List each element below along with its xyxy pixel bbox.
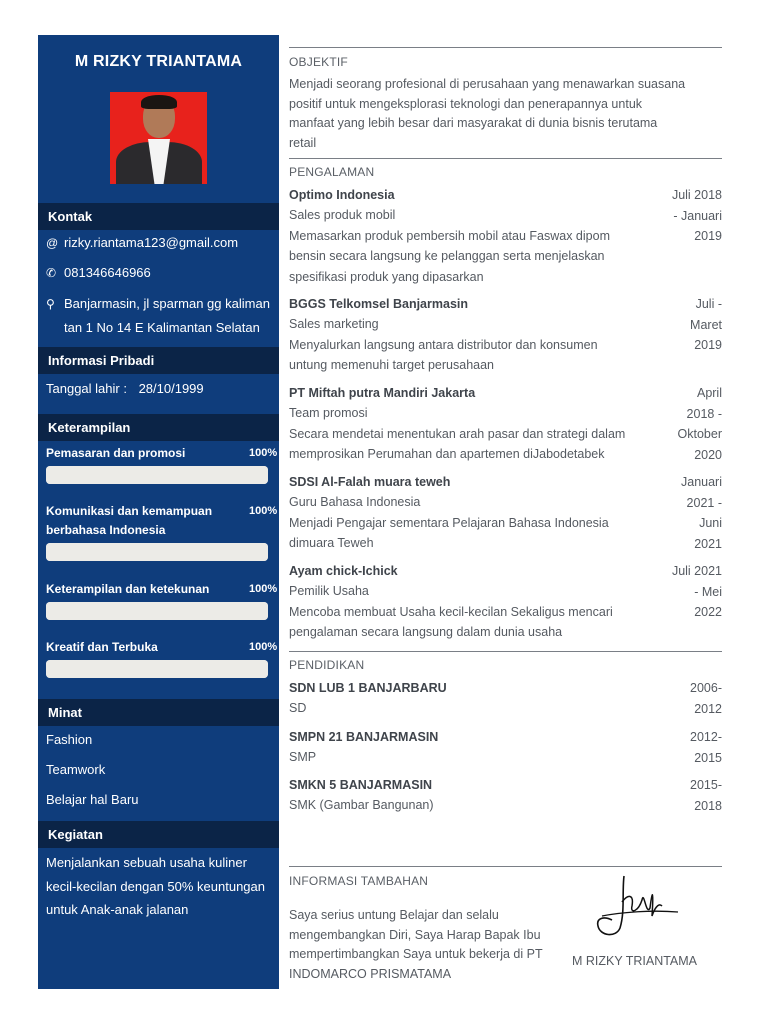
education-school: SDN LUB 1 BANJARBARU xyxy=(289,681,447,695)
skill-bar-fill xyxy=(46,660,268,678)
activities-text xyxy=(46,851,279,922)
skill-label: Keterampilan dan ketekunan xyxy=(46,582,210,596)
experience-date xyxy=(652,383,722,465)
address-line-2: tan 1 No 14 E Kalimantan Selatan xyxy=(64,320,260,335)
activities-heading: Kegiatan xyxy=(38,821,279,848)
experience-org: PT Miftah putra Mandiri Jakarta xyxy=(289,386,476,400)
experience-date xyxy=(652,472,722,554)
skill-label: Kreatif dan Terbuka xyxy=(46,640,158,654)
experience-org: BGGS Telkomsel Banjarmasin xyxy=(289,297,468,311)
education-level: SMP xyxy=(289,750,317,764)
date-line: Maret xyxy=(690,317,722,332)
date-line: 2019 xyxy=(694,338,722,352)
additional-line: Saya serius untung Belajar dan selalu xyxy=(289,908,499,922)
experience-entry xyxy=(289,561,722,643)
experience-entry xyxy=(289,185,722,285)
experience-date xyxy=(652,185,722,247)
education-entry xyxy=(289,775,722,819)
experience-org: Ayam chick-Ichick xyxy=(289,564,398,578)
experience-date xyxy=(652,294,722,356)
experience-desc: Menyalurkan langsung antara distributor dan konsumen xyxy=(289,337,598,352)
date-line: Juni xyxy=(699,516,722,530)
birth-label: Tanggal lahir : xyxy=(46,381,127,396)
skill-percent: 100% xyxy=(249,641,278,653)
date-line: 2021 - xyxy=(686,495,722,510)
experience-role: Pemilik Usaha xyxy=(289,584,369,598)
location-pin-icon: ⚲ xyxy=(46,297,55,311)
skill-bar-fill xyxy=(46,602,268,620)
objective-line: retail xyxy=(289,135,317,150)
skill-bar-fill xyxy=(46,543,268,561)
date-line: 2018 - xyxy=(686,406,722,421)
activities-line: untuk Anak-anak jalanan xyxy=(46,902,189,917)
experience-entry xyxy=(289,472,722,554)
experience-desc: Mencoba membuat Usaha kecil-kecilan Sekaligus mencari xyxy=(289,604,613,619)
experience-desc: bensin secara langsung ke pelanggan serta menjelaskan xyxy=(289,249,605,263)
experience-role: Team promosi xyxy=(289,406,368,420)
objective-heading: OBJEKTIF xyxy=(289,55,348,69)
additional-heading: INFORMASI TAMBAHAN xyxy=(289,874,429,888)
education-entry xyxy=(289,727,722,771)
objective-text xyxy=(289,75,721,153)
education-entry xyxy=(289,678,722,722)
skills-heading: Keterampilan xyxy=(38,414,279,441)
interest-item: Teamwork xyxy=(46,762,106,777)
main-content xyxy=(289,0,722,1024)
experience-desc: Menjadi Pengajar sementara Pelajaran Bahasa Indonesia xyxy=(289,515,609,530)
interest-item: Fashion xyxy=(46,732,93,747)
education-school: SMKN 5 BANJARMASIN xyxy=(289,778,433,792)
skill-bar xyxy=(46,660,268,678)
experience-desc: memprosikan Perumahan dan apartemen diJabodetabek xyxy=(289,447,605,461)
skill-percent: 100% xyxy=(249,505,278,517)
education-date xyxy=(652,727,722,768)
experience-desc: pengalaman secara langsung dalam dunia usaha xyxy=(289,625,563,639)
additional-line: mengembangkan Diri, Saya Harap Bapak Ibu xyxy=(289,927,541,942)
date-line: 2006- xyxy=(690,681,722,695)
contact-heading: Kontak xyxy=(38,203,279,230)
skill-bar xyxy=(46,602,268,620)
date-line: 2022 xyxy=(694,605,722,619)
experience-role: Sales marketing xyxy=(289,317,379,331)
additional-text xyxy=(289,906,579,984)
date-line: 2012 xyxy=(694,701,722,716)
skill-label: Komunikasi dan kemampuan berbahasa Indonesia xyxy=(46,504,213,537)
skill-bar xyxy=(46,466,268,484)
birth-date-row xyxy=(46,378,279,400)
date-line: Juli - xyxy=(695,297,722,311)
date-line: 2015- xyxy=(690,778,722,792)
interests-heading: Minat xyxy=(38,699,279,726)
experience-desc: dimuara Teweh xyxy=(289,536,374,550)
phone-text: 081346646966 xyxy=(64,265,151,280)
education-heading: PENDIDIKAN xyxy=(289,658,365,672)
skill-percent: 100% xyxy=(249,583,278,595)
experience-role: Guru Bahasa Indonesia xyxy=(289,495,421,509)
section-divider xyxy=(289,651,722,652)
handwritten-signature xyxy=(592,872,682,942)
experience-entry xyxy=(289,294,722,374)
education-date xyxy=(652,775,722,816)
education-level: SD xyxy=(289,701,307,715)
experience-desc: Memasarkan produk pembersih mobil atau Faswax dipom xyxy=(289,228,610,243)
additional-line: mempertimbangkan Saya untuk bekerja di PT xyxy=(289,947,543,961)
additional-line: INDOMARCO PRISMATAMA xyxy=(289,966,452,981)
email-text: rizky.riantama123@gmail.com xyxy=(64,235,239,250)
date-line: - Januari xyxy=(673,208,722,223)
objective-line: manfaat yang lebih besar dari masyarakat di dunia bisnis terutama xyxy=(289,116,658,130)
experience-desc: untung memenuhi target perusahaan xyxy=(289,358,495,372)
objective-line: Menjadi seorang profesional di perusahaan yang menawarkan suasana xyxy=(289,77,686,91)
section-divider xyxy=(289,866,722,867)
skill-percent: 100% xyxy=(249,447,278,459)
section-divider xyxy=(289,47,722,48)
skill-bar-fill xyxy=(46,466,268,484)
address-line-1: Banjarmasin, jl sparman gg kaliman xyxy=(64,296,270,311)
birth-value: 28/10/1999 xyxy=(138,381,204,396)
phone-icon: ✆ xyxy=(46,266,57,280)
education-date xyxy=(652,678,722,719)
skill-label: Pemasaran dan promosi xyxy=(46,446,186,460)
date-line: Oktober xyxy=(677,427,722,441)
date-line: - Mei xyxy=(694,584,722,599)
contact-address xyxy=(46,292,279,340)
objective-line: positif untuk mengeksplorasi teknologi dan penerapannya untuk xyxy=(289,96,643,111)
sidebar xyxy=(38,35,279,989)
contact-email[interactable] xyxy=(46,232,279,254)
personal-heading: Informasi Pribadi xyxy=(38,347,279,374)
profile-photo xyxy=(110,92,207,184)
date-line: Januari xyxy=(681,475,722,489)
experience-heading: PENGALAMAN xyxy=(289,165,375,179)
date-line: 2019 xyxy=(694,229,722,243)
at-icon: @ xyxy=(46,236,59,250)
experience-org: SDSI Al-Falah muara teweh xyxy=(289,475,451,489)
date-line: Juli 2021 xyxy=(671,564,722,578)
contact-phone[interactable] xyxy=(46,262,279,284)
date-line: Juli 2018 xyxy=(671,188,722,202)
profile-name: M RIZKY TRIANTAMA xyxy=(74,53,243,70)
date-line: 2015 xyxy=(694,750,722,765)
education-school: SMPN 21 BANJARMASIN xyxy=(289,730,439,744)
experience-desc: Secara mendetai menentukan arah pasar dan strategi dalam xyxy=(289,426,626,441)
date-line: April xyxy=(696,386,722,400)
experience-entry xyxy=(289,383,722,465)
activities-line: Menjalankan sebuah usaha kuliner xyxy=(46,855,247,870)
date-line: 2012- xyxy=(690,730,722,744)
signature-name: M RIZKY TRIANTAMA xyxy=(572,954,698,968)
skill-bar xyxy=(46,543,268,561)
date-line: 2021 xyxy=(694,536,722,551)
experience-date xyxy=(652,561,722,623)
date-line: 2018 xyxy=(694,798,722,813)
experience-org: Optimo Indonesia xyxy=(289,188,395,202)
experience-desc: spesifikasi produk yang dipasarkan xyxy=(289,269,484,284)
experience-role: Sales produk mobil xyxy=(289,208,396,222)
activities-line: kecil-kecilan dengan 50% keuntungan xyxy=(46,878,265,894)
interest-item: Belajar hal Baru xyxy=(46,792,139,807)
section-divider xyxy=(289,158,722,159)
date-line: 2020 xyxy=(694,447,722,462)
education-level: SMK (Gambar Bangunan) xyxy=(289,798,434,812)
